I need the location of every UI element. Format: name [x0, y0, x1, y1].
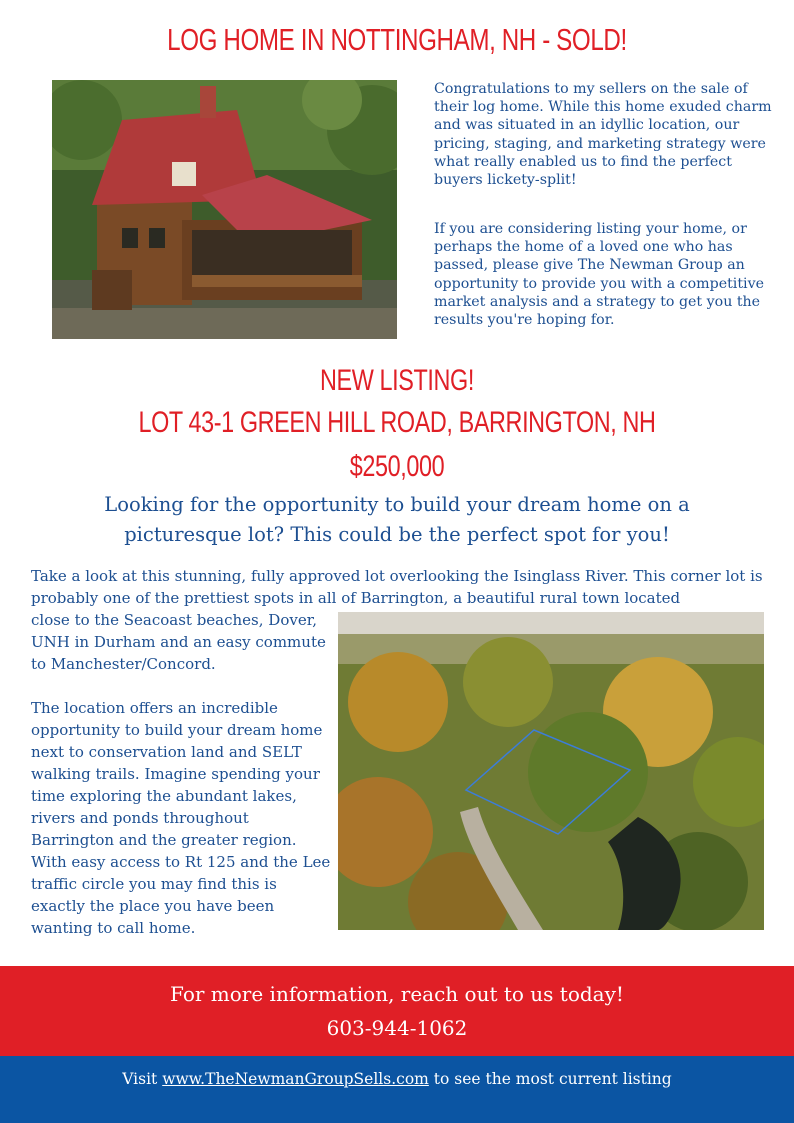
footer-suffix: to see the most current listing: [428, 1070, 672, 1088]
sold-paragraph-2: If you are considering listing your home, or perhaps the home of a loved one who has passed, please give The Newman Group an opportunity to provide you with a competitive market analysis and a strategy to get you the results you're hoping for.: [434, 221, 764, 329]
listing-address: LOT 43-1 GREEN HILL ROAD, BARRINGTON, NH: [138, 406, 656, 439]
footer-prefix: Visit: [122, 1070, 163, 1088]
website-link[interactable]: www.TheNewmanGroupSells.com: [162, 1070, 429, 1088]
cta-text: For more information, reach out to us today!: [170, 982, 624, 1006]
log-home-photo: [52, 80, 397, 339]
sold-paragraph-1: Congratulations to my sellers on the sale of their log home. While this home exuded charm and was situated in an idyllic location, our pricing, staging, and marketing strategy were what really enabled us to find the perfect buyers lickety-split!: [434, 81, 772, 189]
cta-band: [0, 966, 794, 1056]
new-listing-heading: NEW LISTING!: [320, 364, 474, 397]
footer-line: [0, 1070, 794, 1088]
lot-aerial-photo: [338, 612, 764, 930]
listing-body-lead: Take a look at this stunning, fully approved lot overlooking the Isinglass River. This corner lot is probably one of the prettiest spots in all of Barrington, a beautiful rural town located: [31, 567, 763, 607]
listing-price: $250,000: [349, 450, 445, 483]
listing-body-col-1: close to the Seacoast beaches, Dover, UNH in Durham and an easy commute to Manchester/Concord.: [31, 611, 326, 673]
lot-aerial-illustration: [338, 612, 764, 930]
listing-body-col-2: The location offers an incredible opportunity to build your dream home next to conservation land and SELT walking trails. Imagine spending your time exploring the abundant lakes, rivers and ponds throughout Barrington and the greater region. With easy access to Rt 125 and the Lee traffic circle you may find this is exactly the place you have been wanting to call home.: [31, 699, 331, 937]
cta-phone: 603-944-1062: [326, 1016, 468, 1040]
footer-band: [0, 1056, 794, 1123]
listing-tagline: Looking for the opportunity to build your dream home on a picturesque lot? This could be the perfect spot for you!: [104, 493, 690, 546]
log-home-illustration: [52, 80, 397, 339]
sold-title: LOG HOME IN NOTTINGHAM, NH - SOLD!: [167, 22, 627, 57]
